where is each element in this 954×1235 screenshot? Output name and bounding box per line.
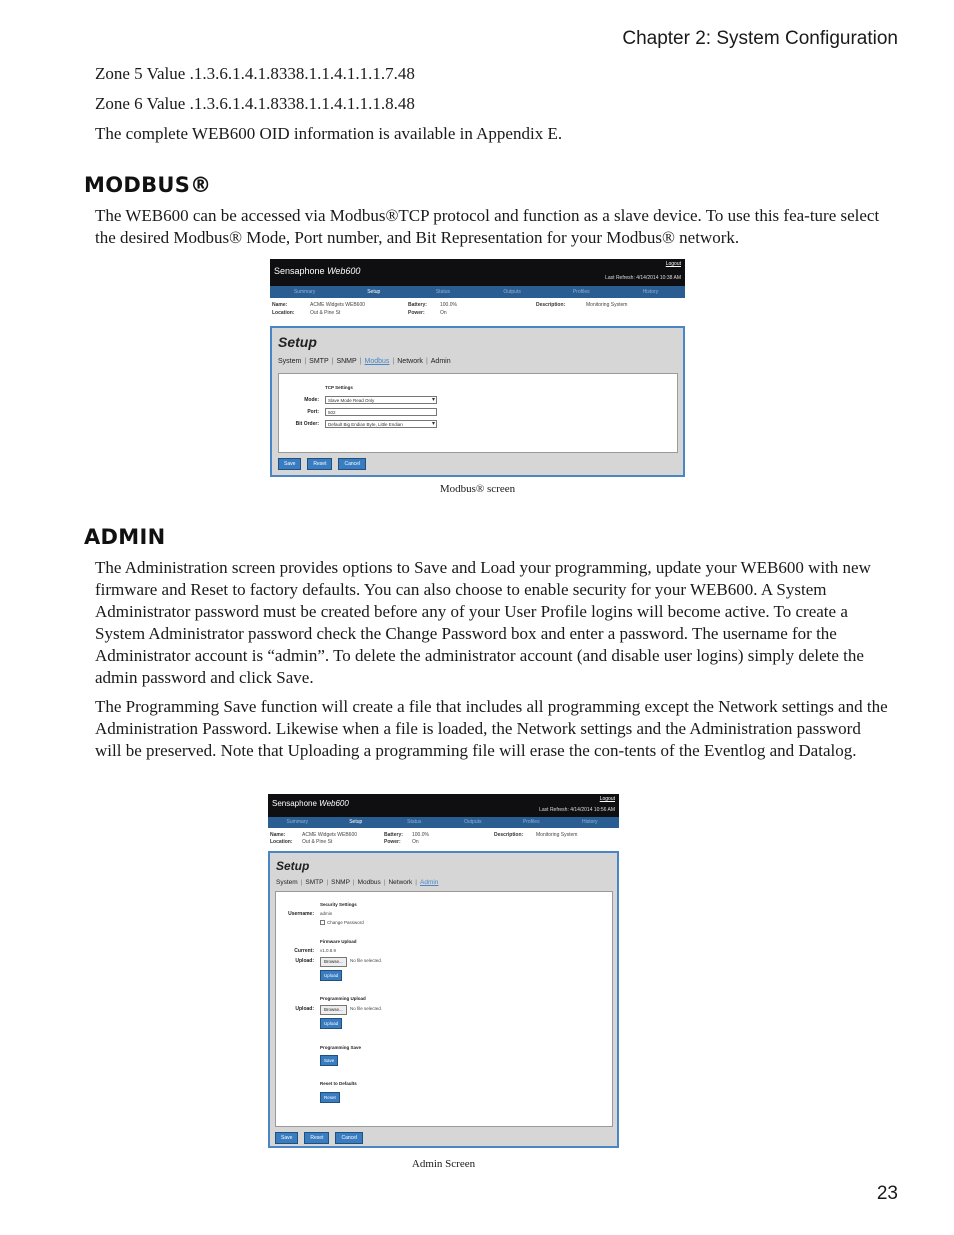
logout-link[interactable]: Logout: [665, 261, 681, 267]
modbus-heading: MODBUS®: [84, 173, 212, 197]
nav-history[interactable]: History: [642, 289, 659, 295]
last-refresh: Last Refresh: 4/14/2014 10:38 AM: [605, 275, 681, 281]
oid-note: The complete WEB600 OID information is available in Appendix E.: [95, 124, 563, 143]
programming-upload-button[interactable]: Upload: [320, 1018, 342, 1029]
modbus-paragraph: The WEB600 can be accessed via Modbus®TCP protocol and function as a slave device. To use this fea-ture select the desired Modbus® Mode, Port number, and Bit Representation for your Modbus® network.: [95, 206, 880, 247]
power-label: Power:: [384, 839, 401, 845]
modbus-caption: Modbus® screen: [439, 483, 516, 495]
modbus-settings-panel: [278, 373, 678, 453]
brand-logo-2: Sensaphone Web600: [272, 799, 349, 808]
device-info: [270, 298, 685, 320]
location-label: Location:: [272, 310, 295, 316]
port-label: Port:: [307, 409, 319, 415]
battery-label: Battery:: [384, 832, 403, 838]
nav-history[interactable]: History: [581, 819, 598, 825]
tcp-settings-heading: TCP Settings: [325, 385, 353, 390]
admin-heading: ADMIN: [84, 525, 166, 549]
zone-5-value: Zone 5 Value .1.3.6.1.4.1.8338.1.1.4.1.1.1.7.48: [95, 64, 415, 83]
tab-snmp[interactable]: SNMP: [336, 358, 357, 365]
form-buttons-2: [275, 1132, 363, 1144]
description-value: Monitoring System: [536, 832, 578, 838]
tab-smtp[interactable]: SMTP: [305, 879, 324, 886]
reset-button[interactable]: Reset: [304, 1132, 329, 1144]
tab-system[interactable]: System: [278, 358, 302, 365]
form-buttons: [278, 458, 366, 470]
brand-logo: Sensaphone Web600: [274, 266, 361, 276]
description-value: Monitoring System: [586, 302, 628, 308]
programming-no-file: No file selected.: [350, 1006, 383, 1011]
mode-select[interactable]: Slave Mode Read Only ▾: [325, 396, 437, 404]
firmware-no-file: No file selected.: [350, 958, 383, 963]
location-label: Location:: [270, 839, 293, 845]
firmware-browse-button[interactable]: Browse...: [320, 957, 347, 967]
tab-admin[interactable]: Admin: [430, 358, 451, 365]
change-password-checkbox[interactable]: [320, 920, 325, 925]
firmware-upload-label: Upload:: [295, 958, 314, 964]
cancel-button[interactable]: Cancel: [338, 458, 366, 470]
power-value: On: [440, 310, 447, 316]
reset-defaults-heading: Reset to Defaults: [320, 1081, 357, 1086]
battery-label: Battery:: [408, 302, 427, 308]
tab-network[interactable]: Network: [388, 879, 413, 886]
nav-summary[interactable]: Summary: [293, 289, 316, 295]
admin-settings-panel: [275, 891, 613, 1127]
tab-snmp[interactable]: SNMP: [331, 879, 350, 886]
admin-paragraph-2: The Programming Save function will create a file that includes all programming except the Network settings and the Administration Password. Likewise when a file is loaded, the Network settings and the Administration password will be preserved. Note that Uploading a programming file will erase the con-tents of the Eventlog and Datalog.: [95, 697, 888, 760]
page-number: 23: [876, 1183, 898, 1204]
programming-upload-label: Upload:: [295, 1006, 314, 1012]
description-label: Description:: [494, 832, 524, 838]
reset-defaults-button[interactable]: Reset: [320, 1092, 340, 1103]
nav-profiles[interactable]: Profiles: [572, 289, 590, 295]
current-firmware-value: v1.0.8.9: [320, 948, 337, 953]
setup-panel: [270, 326, 685, 477]
tab-network[interactable]: Network: [397, 358, 423, 365]
setup-tabs-2: System | SMTP | SNMP | Modbus | Network | Admin: [276, 879, 439, 886]
programming-browse-button[interactable]: Browse...: [320, 1005, 347, 1015]
port-input[interactable]: 502: [325, 408, 437, 416]
username-label: Username:: [288, 911, 314, 917]
username-value: admin: [320, 911, 333, 916]
setup-title: Setup: [278, 334, 317, 350]
location-value: Out & Pine St: [302, 839, 333, 845]
current-label: Current:: [294, 948, 314, 954]
setup-tabs: System | SMTP | SNMP | Modbus | Network | Admin: [278, 358, 451, 365]
power-label: Power:: [408, 310, 425, 316]
name-label: Name:: [270, 832, 286, 838]
setup-title: Setup: [276, 859, 310, 873]
bit-order-label: Bit Order:: [295, 421, 319, 427]
tab-modbus[interactable]: Modbus: [357, 879, 381, 886]
nav-profiles[interactable]: Profiles: [522, 819, 540, 825]
admin-caption: Admin Screen: [411, 1158, 476, 1170]
programming-save-button[interactable]: Save: [320, 1055, 338, 1066]
description-label: Description:: [536, 302, 566, 308]
battery-value: 100.0%: [412, 832, 429, 838]
name-value: ACME Widgets WEB600: [310, 302, 366, 308]
save-button[interactable]: Save: [275, 1132, 298, 1144]
device-info-2: [268, 828, 619, 848]
logout-link-2[interactable]: Logout: [599, 796, 615, 802]
bit-order-select[interactable]: Default Big Endian Byte, Little Endian ▾: [325, 420, 437, 428]
tab-system[interactable]: System: [276, 879, 298, 886]
nav-outputs[interactable]: Outputs: [503, 289, 521, 295]
power-value: On: [412, 839, 419, 845]
programming-save-heading: Programming Save: [320, 1045, 362, 1050]
change-password-label: Change Password: [327, 920, 364, 925]
nav-status[interactable]: Status: [435, 289, 451, 295]
tab-modbus[interactable]: Modbus: [364, 358, 390, 365]
screenshot-titlebar: [270, 259, 685, 286]
nav-setup[interactable]: Setup: [349, 819, 363, 825]
main-nav: [270, 286, 685, 298]
battery-value: 100.0%: [440, 302, 457, 308]
mode-label: Mode:: [304, 397, 319, 403]
setup-panel-2: [268, 851, 619, 1148]
tab-smtp[interactable]: SMTP: [309, 358, 329, 365]
screenshot-titlebar-2: [268, 794, 619, 817]
main-nav-2: [268, 817, 619, 828]
zone-6-value: Zone 6 Value .1.3.6.1.4.1.8338.1.1.4.1.1.1.8.48: [95, 94, 415, 113]
name-label: Name:: [272, 302, 288, 308]
admin-paragraph-1: The Administration screen provides options to Save and Load your programming, update your WEB600 with new firmware and Reset to factory defaults. You can also choose to enable security for your WEB600. A System Administrator password must be created before any of your User Profile logins will become active. To create a System Administrator password check the Change Password box and enter a password. The username for the Administrator account is “admin”. To delete the administrator account (and disable user logins) simply delete the admin password and click Save.: [95, 558, 871, 687]
nav-status[interactable]: Status: [407, 819, 422, 825]
nav-outputs[interactable]: Outputs: [463, 819, 482, 825]
admin-screenshot: [268, 794, 619, 1148]
security-settings-heading: Security Settings: [320, 902, 357, 907]
nav-setup[interactable]: Setup: [367, 289, 381, 295]
reset-button[interactable]: Reset: [307, 458, 332, 470]
modbus-screenshot: [270, 259, 685, 477]
firmware-upload-heading: Firmware Upload: [320, 939, 357, 944]
cancel-button[interactable]: Cancel: [335, 1132, 363, 1144]
save-button[interactable]: Save: [278, 458, 301, 470]
tab-admin[interactable]: Admin: [420, 879, 439, 886]
firmware-upload-button[interactable]: Upload: [320, 970, 342, 981]
last-refresh-2: Last Refresh: 4/14/2014 10:56 AM: [539, 807, 615, 813]
programming-upload-heading: Programming Upload: [320, 996, 366, 1001]
chapter-header: Chapter 2: System Configuration: [622, 28, 898, 49]
location-value: Out & Pine St: [310, 310, 341, 316]
name-value: ACME Widgets WEB600: [302, 832, 358, 838]
nav-summary[interactable]: Summary: [286, 819, 308, 825]
